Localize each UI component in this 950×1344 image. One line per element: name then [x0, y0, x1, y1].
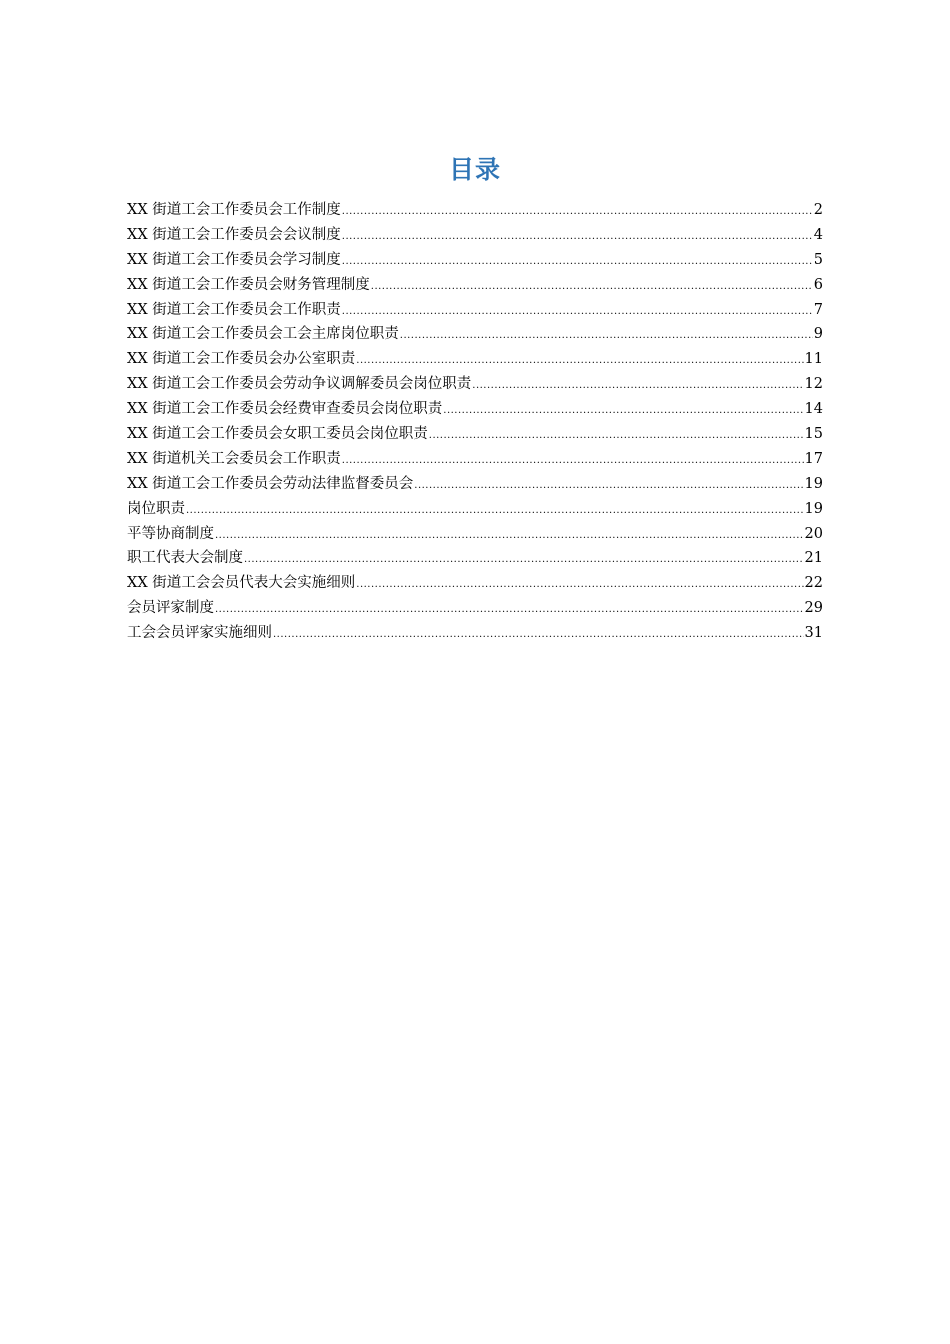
toc-dot-leader: [400, 324, 813, 349]
toc-page-number: 31: [804, 625, 823, 642]
toc-page-number: 22: [804, 575, 823, 592]
toc-entry[interactable]: [127, 372, 823, 397]
toc-dot-leader: [342, 250, 813, 275]
toc-entry[interactable]: [127, 571, 823, 596]
toc-dot-leader: [472, 374, 803, 399]
toc-page-number: 29: [804, 600, 823, 617]
toc-page-number: 2: [813, 202, 823, 218]
toc-page-number: 6: [813, 276, 823, 293]
toc-entry-text: XX 街道工会工作委员会劳动争议调解委员会岗位职责: [127, 376, 472, 393]
toc-entry-text: XX 街道工会工作委员会劳动法律监督委员会: [127, 475, 414, 492]
toc-page-number: 9: [813, 326, 823, 343]
toc-entry-text: XX 街道工会工作委员会会议制度: [127, 226, 341, 243]
toc-dot-leader: [429, 424, 804, 449]
toc-entry[interactable]: [127, 198, 823, 223]
toc-dot-leader: [371, 275, 813, 300]
toc-entry[interactable]: [127, 522, 823, 547]
toc-entry-text: XX 街道工会工作委员会工作制度: [127, 202, 341, 218]
toc-entry[interactable]: [127, 422, 823, 447]
toc-dot-leader: [342, 225, 813, 250]
toc-entry[interactable]: [127, 621, 823, 646]
toc-dot-leader: [273, 623, 804, 648]
toc-page-number: 20: [804, 525, 823, 542]
toc-entry-text: XX 街道工会会员代表大会实施细则: [127, 575, 356, 592]
toc-entry[interactable]: [127, 273, 823, 298]
toc-entry[interactable]: [127, 472, 823, 497]
toc-entry-text: XX 街道工会工作委员会女职工委员会岗位职责: [127, 426, 428, 443]
toc-dot-leader: [414, 474, 803, 499]
toc-entry[interactable]: [127, 223, 823, 248]
toc-entry[interactable]: [127, 298, 823, 323]
toc-entry-text: 岗位职责: [127, 500, 185, 517]
toc-page-number: 7: [813, 301, 823, 318]
toc-page-number: 4: [813, 226, 823, 243]
toc-dot-leader: [342, 200, 813, 225]
toc-dot-leader: [443, 399, 803, 424]
toc-page-number: 19: [804, 475, 823, 492]
toc-entry-text: XX 街道工会工作委员会学习制度: [127, 251, 341, 268]
toc-dot-leader: [186, 499, 804, 524]
toc-entry-text: XX 街道工会工作委员会工会主席岗位职责: [127, 326, 399, 343]
toc-dot-leader: [356, 349, 803, 374]
toc-entry[interactable]: [127, 447, 823, 472]
toc-entry-text: 职工代表大会制度: [127, 550, 243, 567]
toc-entry[interactable]: [127, 397, 823, 422]
toc-page-number: 21: [804, 550, 823, 567]
toc-dot-leader: [356, 573, 803, 598]
toc-title: 目录: [448, 155, 501, 184]
toc-entry[interactable]: [127, 497, 823, 522]
toc-entry-text: XX 街道工会工作委员会经费审查委员会岗位职责: [127, 401, 443, 418]
toc-page-number: 15: [804, 426, 823, 443]
toc-entry[interactable]: [127, 347, 823, 372]
toc-page-number: 5: [813, 251, 823, 268]
toc-dot-leader: [215, 524, 804, 549]
toc-entry-text: XX 街道机关工会委员会工作职责: [127, 450, 341, 467]
toc-page-number: 14: [804, 401, 823, 418]
toc-list: [127, 198, 823, 646]
toc-page-number: 11: [804, 351, 823, 368]
toc-page-number: 19: [804, 500, 823, 517]
toc-dot-leader: [342, 449, 804, 474]
toc-entry-text: 会员评家制度: [127, 600, 214, 617]
toc-entry-text: 平等协商制度: [127, 525, 214, 542]
toc-entry[interactable]: [127, 546, 823, 571]
toc-dot-leader: [215, 598, 804, 623]
toc-entry[interactable]: [127, 248, 823, 273]
toc-entry-text: XX 街道工会工作委员会工作职责: [127, 301, 341, 318]
toc-dot-leader: [244, 548, 804, 573]
toc-entry-text: XX 街道工会工作委员会财务管理制度: [127, 276, 370, 293]
toc-entry[interactable]: [127, 322, 823, 347]
toc-entry[interactable]: [127, 596, 823, 621]
toc-page-number: 12: [804, 376, 823, 393]
toc-entry-text: XX 街道工会工作委员会办公室职责: [127, 351, 356, 368]
toc-dot-leader: [342, 300, 813, 325]
toc-entry-text: 工会会员评家实施细则: [127, 625, 272, 642]
toc-page-number: 17: [804, 450, 823, 467]
